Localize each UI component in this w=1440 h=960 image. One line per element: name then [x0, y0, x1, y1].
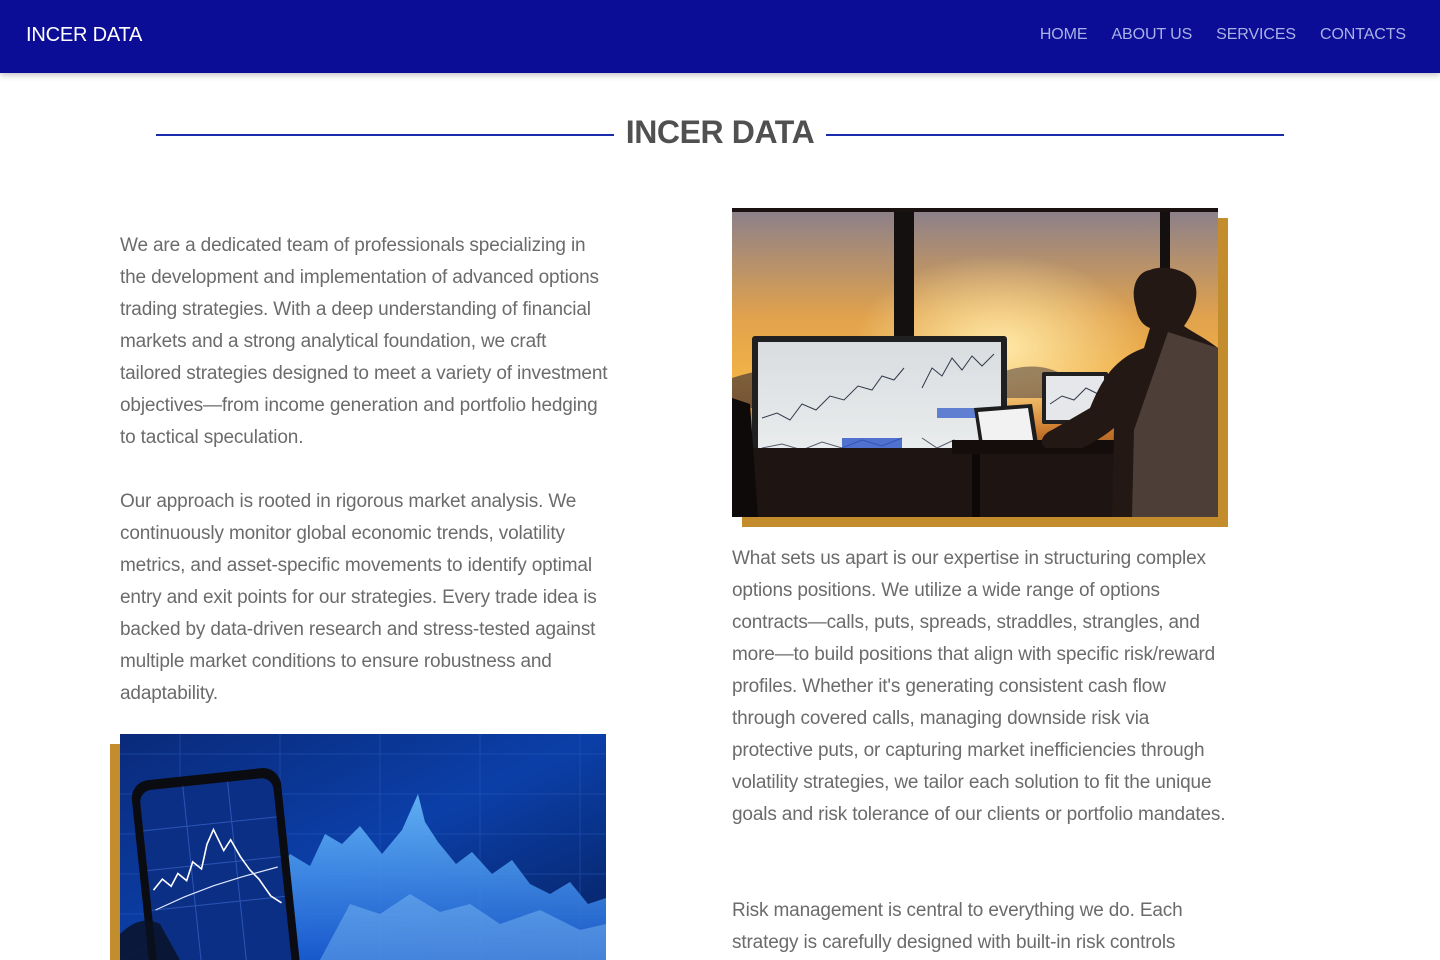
phone-chart-image-frame — [110, 734, 606, 960]
main-menu — [1016, 26, 1406, 44]
about-paragraph-1: We are a dedicated team of professionals specializing in the development and implementation of advanced options trading strategies. With a deep understanding of financial markets and a strong analytical foundation, we craft tailored strategies designed to meet a variety of investment objectives—from income generation and portfolio hedging to tactical speculation. — [120, 235, 608, 448]
title-rule-right — [826, 134, 1284, 136]
title-rule-left — [156, 134, 614, 136]
risk-paragraph: Risk management is central to everything we do. Each strategy is carefully designed with built-in risk controls — [732, 900, 1183, 953]
about-paragraph-2: Our approach is rooted in rigorous market analysis. We continuously monitor global economic trends, volatility metrics, and asset-specific movements to identify optimal entry and exit points for our strategies. Every trade idea is backed by data-driven research and stress-tested against multiple market conditions to ensure robustness and adaptability. — [120, 491, 597, 704]
nav-home-link[interactable]: HOME — [1039, 26, 1088, 43]
brand-logo-link[interactable]: INCER DATA — [26, 24, 143, 46]
nav-services-link[interactable]: SERVICES — [1216, 26, 1296, 43]
nav-about-us-link[interactable]: ABOUT US — [1111, 26, 1193, 43]
expertise-paragraph: What sets us apart is our expertise in structuring complex options positions. We utilize a wide range of options contracts—calls, puts, spreads, straddles, strangles, and more—to build positions that align with specific risk/reward profiles. Whether it's generating consistent cash flow through covered calls, managing downside risk via protective puts, or capturing market inefficiencies through volatility strategies, we tailor each solution to fit the unique goals and risk tolerance of our clients or portfolio mandates. — [732, 548, 1226, 825]
trader-photo — [732, 208, 1218, 517]
section-title: INCER DATA — [625, 114, 815, 150]
trader-image-frame — [732, 208, 1228, 528]
phone-chart-photo — [120, 734, 606, 960]
nav-contacts-link[interactable]: CONTACTS — [1319, 26, 1406, 43]
top-navbar — [0, 0, 1440, 73]
